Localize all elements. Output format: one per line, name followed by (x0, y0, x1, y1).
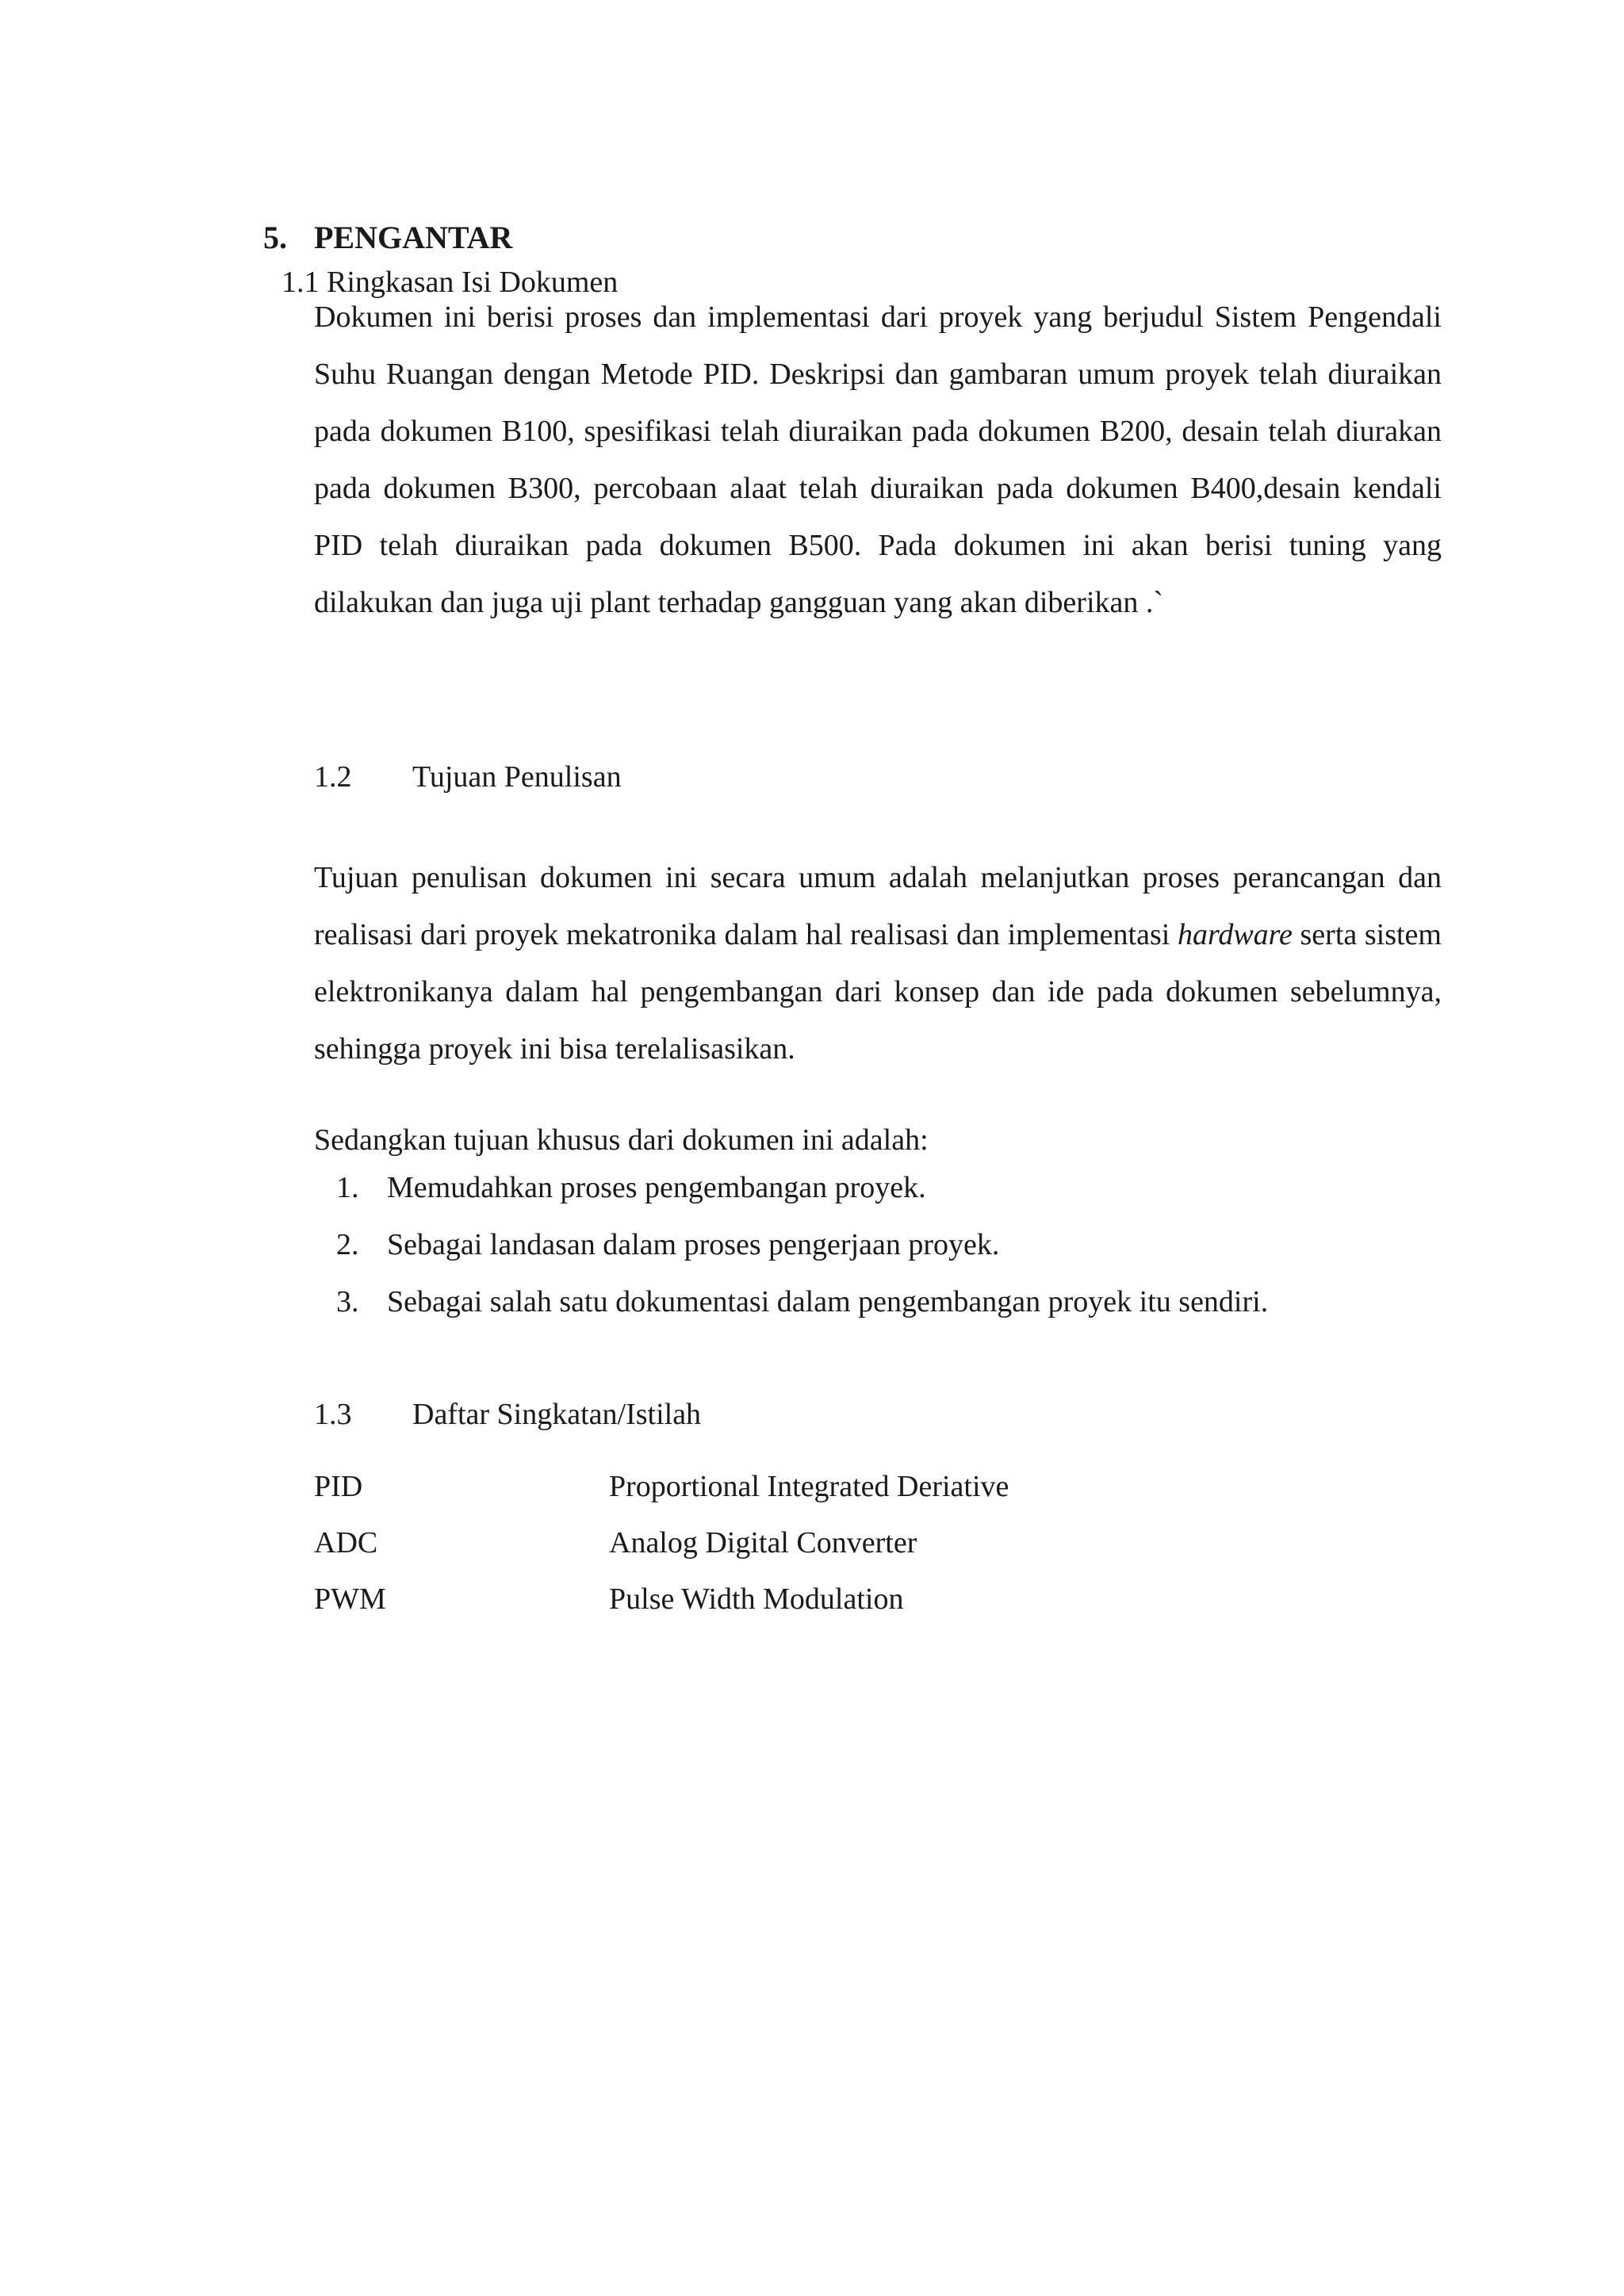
chapter-title: PENGANTAR (314, 220, 513, 255)
abbreviation-meaning: Pulse Width Modulation (609, 1582, 904, 1616)
section-1-3-number: 1.3 (314, 1398, 352, 1431)
paragraph-text-start: Tujuan penulisan dokumen ini secara umum adalah melanjutkan proses perancangan dan realisasi dari proyek mekatronika dalam hal realisasi dan implementasi (314, 861, 1442, 951)
list-item (336, 1216, 1268, 1273)
list-item-number: 2. (336, 1228, 359, 1261)
list-item (336, 1273, 1268, 1330)
paragraph-text-end: serta sistem elektronikanya dalam hal pengembangan dari konsep dan ide pada dokumen sebelumnya, sehingga proyek ini bisa terelalisasikan. (314, 918, 1442, 1066)
abbreviation-row (314, 1459, 1009, 1515)
list-item-text: Sebagai landasan dalam proses pengerjaan proyek. (387, 1228, 1000, 1261)
abbreviation-term: ADC (314, 1526, 378, 1559)
section-1-3-heading (314, 1392, 701, 1437)
list-item-number: 1. (336, 1171, 359, 1204)
abbreviation-meaning: Analog Digital Converter (609, 1526, 917, 1559)
section-1-2-number: 1.2 (314, 760, 352, 794)
abbreviation-row (314, 1515, 1009, 1571)
abbreviation-meaning: Proportional Integrated Deriative (609, 1470, 1009, 1503)
chapter-number: 5. (263, 220, 287, 255)
section-1-2-paragraph (314, 849, 1442, 1077)
chapter-heading (263, 216, 512, 260)
section-1-1-paragraph: Dokumen ini berisi proses dan implementasi dari proyek yang berjudul Sistem Pengendali Suhu Ruangan dengan Metode PID. Deskripsi dan gambaran umum proyek telah diuraikan pada dokumen B100, spesifikasi telah diuraikan pada dokumen B200, desain telah diurakan pada dokumen B300, percobaan alaat telah diuraikan pada dokumen B400,desain kendali PID telah diuraikan pada dokumen B500. Pada dokumen ini akan berisi tuning yang dilakukan dan juga uji plant terhadap gangguan yang akan diberikan .` (314, 300, 1442, 619)
section-1-2-title: Tujuan Penulisan (412, 760, 622, 794)
section-1-3-title: Daftar Singkatan/Istilah (412, 1398, 702, 1431)
specific-goals-list (336, 1159, 1268, 1330)
list-item (336, 1159, 1268, 1216)
abbreviation-term: PID (314, 1470, 363, 1503)
list-item-number: 3. (336, 1285, 359, 1318)
abbreviation-list (314, 1459, 1009, 1628)
list-item-text: Memudahkan proses pengembangan proyek. (387, 1171, 926, 1204)
abbreviation-row (314, 1571, 1009, 1628)
paragraph-italic-term: hardware (1177, 918, 1293, 951)
section-1-1-title: 1.1 Ringkasan Isi Dokumen (282, 266, 619, 299)
abbreviation-term: PWM (314, 1582, 386, 1616)
specific-goals-intro: Sedangkan tujuan khusus dari dokumen ini adalah: (314, 1123, 929, 1157)
section-1-2-heading (314, 755, 622, 799)
list-item-text: Sebagai salah satu dokumentasi dalam pengembangan proyek itu sendiri. (387, 1285, 1269, 1318)
